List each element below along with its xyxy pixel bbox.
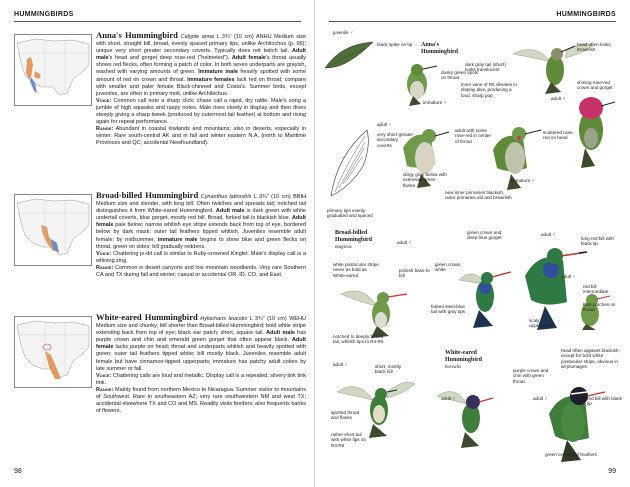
annotation: green central tail feathers <box>545 452 597 457</box>
annotation: inner vane of R5 vibrates in display dive, producing a loud, sharp pop <box>461 82 517 98</box>
annotation: adult ♂ <box>441 396 456 401</box>
species-text-broad-billed <box>96 192 306 279</box>
plumage-label: Immature male <box>198 69 238 76</box>
species-text-annas <box>96 32 306 148</box>
annotation: notched to deeply forked tail, whitish tips to R4-R5 <box>333 334 384 345</box>
species-code: ANHU <box>255 34 272 40</box>
range-label: Range: <box>96 386 114 393</box>
annotation: adult ♀ <box>333 362 348 367</box>
range-text: Abundant in coastal lowlands and mountains; also in deserts, especially in winter. Rare south-central AK and in fall and winter eastern N.A. (north to Maritime Provinces and QC; accidental Newfoundland). <box>96 126 306 147</box>
page-number-right: 99 <box>608 468 616 475</box>
annotation: juvenile ♂ <box>333 30 354 35</box>
annotation: green crown and deep blue gorget <box>467 230 502 241</box>
plumage-text: has purple crown and chin and emerald green gorget that often appear black. <box>96 330 307 344</box>
range-text: Mainly found from northern Mexico to Nicaragua. Summer visitor to mountains of Southwest. Rare in southeastern AZ; very rare southwestern NM and west TX; accidental elsewhere TX and CO and MS. Readily visits feeders; also frequents banks of flowers. <box>96 386 307 415</box>
range-map-annas-svg <box>15 35 91 105</box>
plate-title-white-eared <box>445 350 482 371</box>
species-entry-broad-billed <box>10 192 305 310</box>
range-text: Common in desert canyons and low mountain woodlands. Very rare Southern CA and TX during fall and winter; casual or accidental OR, ID, CO, and East. <box>96 264 307 279</box>
annotation: short, mostly black bill <box>375 364 402 375</box>
plate-title-line: Hummingbird <box>335 237 373 243</box>
species-name: White-eared Hummingbird <box>96 312 198 322</box>
species-entry-white-eared <box>10 314 305 454</box>
voice-text: Chattering calls are loud and metallic. Display call is a repeated, silvery tink tink tink. <box>96 372 307 386</box>
voice-text: Chattering je-dit call is similar to Ruby-crowned Kinglet. Male's display call is a whining zing. <box>96 250 307 264</box>
plate-title-line: Anna's <box>421 42 440 48</box>
running-head-right: HUMMINGBIRDS <box>556 11 616 18</box>
plate-title-line: Hummingbird <box>445 357 483 363</box>
species-description: Medium size and chunky; bill shorter than Broad-billed Hummingbird; bold white stripe extending back from top of eye; black ear patch; short, square tail. <box>96 323 306 337</box>
annotation: red bill intermediate <box>583 284 609 295</box>
annotation: adult ♂ <box>397 240 412 245</box>
plate-title-annas <box>421 42 458 56</box>
header-rule <box>329 21 616 22</box>
annotation: forked steel-blue tail with gray tips <box>431 304 465 315</box>
range-map-white-eared-svg <box>15 317 91 387</box>
plumage-label: Adult male <box>96 48 306 62</box>
annotation: pinkish base to bill <box>399 268 430 279</box>
annotation: purple crown and chin with green throat <box>513 368 549 384</box>
illustration-broad-billed-female-hover <box>337 280 417 340</box>
plumage-text: lack red on throat; compare with smaller and paler female Black-chinned and Costa's. Summer birds, except juveniles, are often in primary molt, unlike Archilochus. <box>96 76 307 97</box>
annotation: white postocular stripe never as bold as White-eared <box>333 262 379 278</box>
voice-label: Voice: <box>96 372 112 379</box>
annotation: adult ♀ <box>377 122 392 127</box>
plumage-label: Adult male <box>215 208 245 215</box>
plumage-text: is dark green with white undertail coverts, blue gorget, mostly red bill. Broad, forked tail is blackish blue. <box>96 208 306 222</box>
range-map-broad-billed-svg <box>15 195 91 265</box>
annotation: dingy gray below with extensive green flanks <box>403 172 447 188</box>
running-head-left: HUMMINGBIRDS <box>14 11 74 18</box>
annotation: green crown, white <box>435 262 462 273</box>
size-label: L 3¾" (10 cm) <box>253 194 291 200</box>
illustration-annas-wing-diagram <box>327 126 383 206</box>
plate-title-broad-billed <box>335 230 372 251</box>
annotation: immature ♂ <box>511 178 535 183</box>
plate-title-line: Hummingbird <box>421 49 459 55</box>
scientific-name: Cynanthus latirostris <box>200 194 252 200</box>
annotation: spotted throat and flanks <box>331 410 360 421</box>
species-name: Anna's Hummingbird <box>96 30 178 40</box>
annotation: immature ♂ <box>423 100 447 105</box>
plumage-text: begins to show blue and green flecks on throat, green on sides; bill gradually reddens. <box>96 236 306 250</box>
scientific-name: Calypte anna <box>180 34 214 40</box>
plumage-text: 's throat usually shows red flecks, often forming a patch of color. In both sexes underparts are grayish, washed with varying amounts of green. <box>96 55 307 76</box>
size-label: L 3¾" (10 cm) <box>249 316 287 322</box>
annotation: long red bill with black tip <box>581 236 614 247</box>
annotation: very short greater secondary coverts <box>377 132 413 148</box>
annotation: new inner primaries blackish, outer primaries old and brownish <box>445 190 512 201</box>
species-text-white-eared <box>96 314 306 415</box>
annotation: black spike on tip <box>377 42 413 47</box>
header-rule <box>14 21 301 22</box>
plumage-label: Immature females <box>187 76 235 83</box>
illustration-white-eared-adult-male-perched <box>541 374 611 464</box>
annotation: adult ♂ <box>541 232 556 237</box>
plumage-text: 's head and gorget deep rose-red ("helmeted"). <box>108 55 230 62</box>
annotation: primary tips evenly graduated and spaced <box>327 208 373 219</box>
range-map-white-eared <box>14 316 92 388</box>
annotation: head often looks brownish <box>577 42 611 53</box>
plumage-label: Adult female <box>96 215 306 229</box>
plumage-label: Adult female <box>96 337 306 351</box>
species-code: BBIH <box>293 194 306 200</box>
range-map-broad-billed <box>14 194 92 266</box>
species-description: Medium size with short, straight bill, broad, evenly spaced primary tips, unlike Archilochus (p. 96); unique very short greater secondary coverts. Typically does not twitch tail. <box>96 34 306 55</box>
species-description: Medium size and slender, with long bill. Often twitches and spreads tail; notched tail distinguishes it from White-eared Hummingbird. <box>96 201 306 215</box>
species-code: WEHU <box>289 316 306 322</box>
voice-text: Common call note a sharp click; chase call a rapid, dry rattle. Male's song a jumble of high squeaks and raspy notes. Male rises slowly in display and then dives steeply giving a sharp tweek (produced by outermost tail feather) at bottom and rising again for repeat performance. <box>96 97 306 126</box>
annotation: adult with some rose-red in center of throat <box>455 128 492 144</box>
plumage-label: Adult male <box>266 330 295 337</box>
annotation: adult ♂ <box>533 396 548 401</box>
annotation: scaly upperparts <box>529 318 551 329</box>
plate-subtitle: borealis <box>445 365 462 370</box>
size-label: L 3¾" (10 cm) <box>216 34 254 40</box>
range-label: Range: <box>96 126 114 133</box>
scientific-name: Hylocharis leucotis <box>200 316 248 322</box>
annotation: red bill with black tip <box>587 396 622 407</box>
range-map-annas <box>14 34 92 106</box>
plate-title-line: Broad-billed <box>335 230 368 236</box>
annotation: adult ♀ <box>561 274 576 279</box>
plumage-label: Adult female <box>231 55 266 62</box>
plate-subtitle: magicus <box>335 245 352 250</box>
right-page <box>315 0 630 487</box>
illustration-annas-juvenile-wing <box>321 38 377 78</box>
plumage-text: pale below; narrow whitish eye stripe extends back from top of eye, bordered below by dark mask; outer tail feathers tipped whitish. Juveniles resemble adult female; by midsummer, <box>96 222 306 243</box>
plumage-text: heavily spotted with some amount of red on crown and throat. <box>96 69 306 83</box>
annotation: dark gray tail (short) looks translucent <box>465 62 506 73</box>
species-name: Broad-billed Hummingbird <box>96 190 199 200</box>
annotation: adult ♂ <box>551 96 566 101</box>
plate-title-line: White-eared <box>445 350 477 356</box>
species-entry-annas <box>10 32 305 190</box>
plumage-label: immature male <box>157 236 198 243</box>
annotation: dusky green spots on throat <box>441 70 479 81</box>
annotation: blue patches on throat <box>583 302 616 313</box>
voice-label: Voice: <box>96 250 112 257</box>
illustration-white-eared-male-hover <box>435 380 505 450</box>
annotation: scattered rose-red on head <box>543 130 574 141</box>
range-label: Range: <box>96 264 114 271</box>
annotation: rather short tail with white tips on R3-R5 <box>331 432 366 448</box>
illustration-white-eared-female-hover <box>333 370 417 440</box>
page-number-left: 98 <box>14 468 22 475</box>
voice-label: Voice: <box>96 97 112 104</box>
annotation: head often appears blackish; except for bold white postocular stripe, obvious in all plumages <box>561 348 620 369</box>
annotation: shining rose-red crown and gorget <box>577 80 613 91</box>
plumage-text: lacks purple on head; throat and underparts whitish and heavily spotted with green; outer tail feathers tipped white; bill mostly black. Juveniles resemble adult female but have cinnamon-tipped upperparts; immature has patchy adult colors by late summer or fall. <box>96 344 306 372</box>
